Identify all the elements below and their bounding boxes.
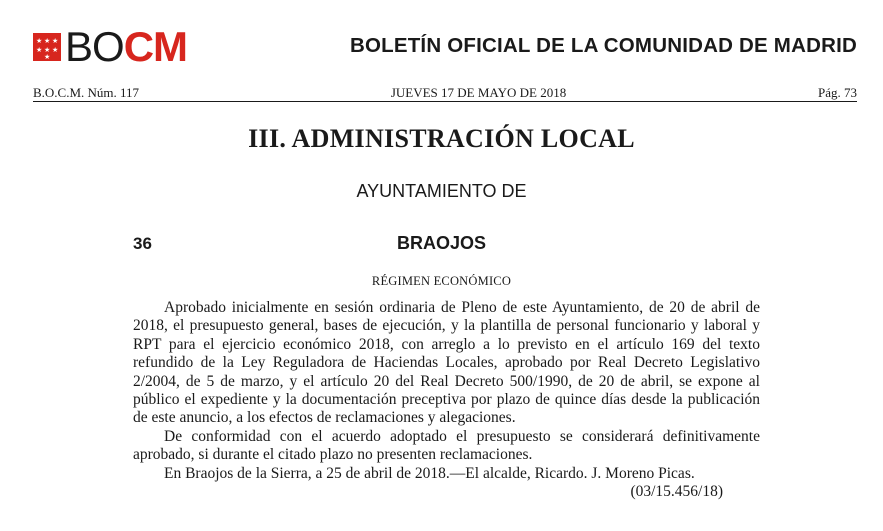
section-title: III. ADMINISTRACIÓN LOCAL <box>248 124 635 153</box>
signature-line: En Braojos de la Sierra, a 25 de abril de 2018.—El alcalde, Ricardo. J. Moreno Picas. <box>164 464 695 482</box>
announcement-subject: RÉGIMEN ECONÓMICO <box>371 274 512 288</box>
logo-wordmark: BOCM <box>65 23 188 70</box>
entity-heading: AYUNTAMIENTO DE <box>356 181 527 201</box>
bocm-logo <box>33 23 188 70</box>
issue-meta-bar <box>33 84 857 102</box>
bulletin-title: BOLETÍN OFICIAL DE LA COMUNIDAD DE MADRID <box>349 34 857 57</box>
madrid-flag-icon: ★ ★ ★ ★ ★ ★ ★ <box>33 33 61 61</box>
announcement-number: 36 <box>133 234 152 253</box>
body-paragraph: De conformidad con el acuerdo adoptado el presupuesto se considerará definitivamente aprobado, si durante el citado plazo no presenten reclamaciones. <box>133 427 760 464</box>
municipality-name: BRAOJOS <box>396 233 486 253</box>
issue-date: JUEVES 17 DE MAYO DE 2018 <box>390 84 567 100</box>
issue-number: B.O.C.M. Núm. 117 <box>33 84 140 100</box>
reference-code: (03/15.456/18) <box>630 483 723 501</box>
page-number: Pág. 73 <box>817 84 857 100</box>
announcement-body <box>133 299 760 501</box>
body-paragraph: Aprobado inicialmente en sesión ordinaria de Pleno de este Ayuntamiento, de 20 de abril de 2018, el presupuesto general, bases de ejecución, y la plantilla de personal funcionario y laboral y RPT para el ejercicio económico 2018, con arreglo a lo previsto en el artículo 169 del texto refundido de la Ley Reguladora de Haciendas Locales, aprobado por Real Decreto Legislativo 2/2004, de 5 de marzo, y el artículo 20 del Real Decreto 500/1990, de 20 de abril, se expone al público el expediente y la documentación preceptiva por plazo de quince días desde la publicación de este anuncio, a los efectos de reclamaciones y alegaciones. <box>133 299 760 427</box>
